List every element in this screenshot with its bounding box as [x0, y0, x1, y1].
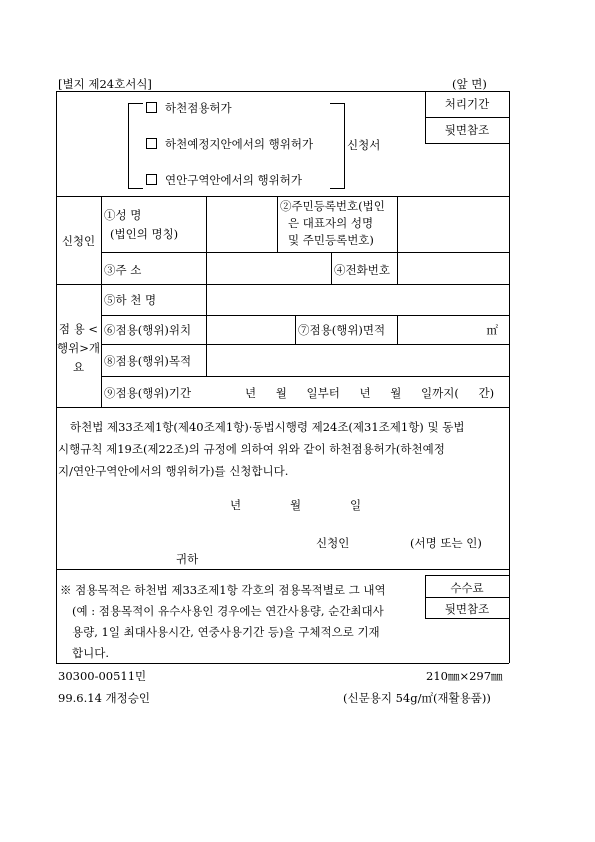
col-line-5 [331, 252, 332, 284]
frame-right [509, 91, 510, 663]
signature-field[interactable]: (서명 또는 인) [410, 536, 482, 550]
statement-text [58, 416, 465, 482]
frame-top [56, 91, 509, 92]
checkbox-icon[interactable] [146, 174, 157, 185]
col-line-7 [295, 315, 296, 344]
id-label-line: ②주민등록번호(법인 [280, 199, 385, 213]
option-river-occupancy[interactable]: 하천점용허가 [146, 100, 232, 116]
statement-line: 하천법 제33조제1항(제40조제1항)·동법시행령 제24조(제31조제1항) 및 동법 [70, 420, 465, 434]
id-number-label [280, 198, 385, 249]
title-bracket-left [128, 103, 143, 189]
period-field[interactable]: 년 월 일부터 년 월 일까지( 간) [245, 386, 495, 400]
paper-size: 210㎜×297㎜ [426, 669, 503, 683]
note-top-line [56, 569, 509, 570]
purpose-label: ⑧점용(행위)목적 [104, 354, 192, 368]
area-label: ⑦점용(행위)면적 [298, 323, 386, 337]
option-coastal-area[interactable]: 연안구역안에서의 행위허가 [146, 172, 302, 188]
name-input[interactable] [207, 197, 276, 252]
area-unit: ㎡ [486, 323, 498, 337]
form-code: 30300-00511민 [58, 669, 147, 683]
frame-left [56, 91, 57, 663]
processing-bottom-line [425, 143, 509, 144]
title-suffix: 신청서 [347, 138, 381, 152]
applicant-section-label: 신청인 [61, 234, 96, 248]
occupancy-label-line: 점 용 < [58, 322, 99, 336]
note-line: (예 : 점용목적이 유수사용인 경우에는 연간사용량, 순간최대사 [72, 604, 384, 618]
fee-top-line [425, 575, 509, 576]
fee-value: 뒷면참조 [444, 602, 490, 616]
name-sublabel: (법인의 명칭) [110, 227, 179, 241]
title-bracket-right [330, 103, 345, 189]
area-input[interactable] [398, 316, 508, 344]
period-label: ⑨점용(행위)기간 [104, 386, 192, 400]
id-number-input[interactable] [398, 197, 508, 252]
processing-value: 뒷면참조 [444, 123, 490, 137]
paper-spec: (신문용지 54g/㎡(재활용품)) [343, 691, 491, 705]
river-name-label: ⑤하 천 명 [104, 293, 157, 307]
date-day: 일 [350, 498, 362, 512]
name-label: ①성 명 [104, 208, 142, 222]
col-line-1 [101, 196, 102, 407]
col-line-3 [277, 196, 278, 252]
note-text [60, 580, 430, 664]
date-year: 년 [230, 498, 242, 512]
fee-bottom-line [425, 618, 509, 619]
page-side: (앞 면) [452, 77, 487, 91]
note-line: 용량, 1일 최대사용시간, 연중사용기간 등)을 구체적으로 기재 [72, 625, 380, 639]
statement-line: 지/연안구역안에서의 행위허가)를 신청합니다. [58, 464, 289, 478]
fee-mid-line [425, 597, 509, 598]
occupancy-section-label [56, 320, 101, 377]
row-line-5 [101, 376, 509, 377]
statement-line: 시행규칙 제19조(제22조)의 규정에 의하여 위와 같이 하천점용허가(하천예정 [58, 442, 445, 456]
approval-date: 99.6.14 개정승인 [58, 691, 150, 705]
address-input[interactable] [207, 253, 330, 284]
purpose-input[interactable] [207, 345, 508, 376]
occupancy-label-line: 행위>개 [57, 341, 100, 355]
phone-label: ④전화번호 [334, 263, 390, 277]
phone-input[interactable] [398, 253, 508, 284]
processing-label: 처리기간 [444, 97, 490, 111]
fee-label: 수수료 [450, 581, 484, 595]
id-label-line: 및 주민등록번호) [288, 233, 374, 247]
date-month: 월 [290, 498, 302, 512]
address-label: ③주 소 [104, 263, 142, 277]
note-line: 합니다. [72, 646, 109, 660]
river-name-input[interactable] [207, 285, 508, 315]
id-label-line: 은 대표자의 성명 [288, 216, 374, 230]
form-number: [별지 제24호서식] [58, 77, 152, 91]
applicant-signature-label: 신청인 [316, 536, 350, 550]
option-planned-area[interactable]: 하천예정지안에서의 행위허가 [146, 136, 313, 152]
processing-mid-line [425, 117, 509, 118]
checkbox-icon[interactable] [146, 102, 157, 113]
recipient-label: 귀하 [176, 552, 199, 566]
occupancy-label-line: 요 [72, 360, 85, 374]
checkbox-icon[interactable] [146, 138, 157, 149]
note-line: ※ 점용목적은 하천법 제33조제1항 각호의 점용목적별로 그 내역 [60, 583, 386, 597]
location-label: ⑥점용(행위)위치 [104, 323, 192, 337]
row-line-6 [56, 407, 509, 408]
location-input[interactable] [207, 316, 294, 344]
